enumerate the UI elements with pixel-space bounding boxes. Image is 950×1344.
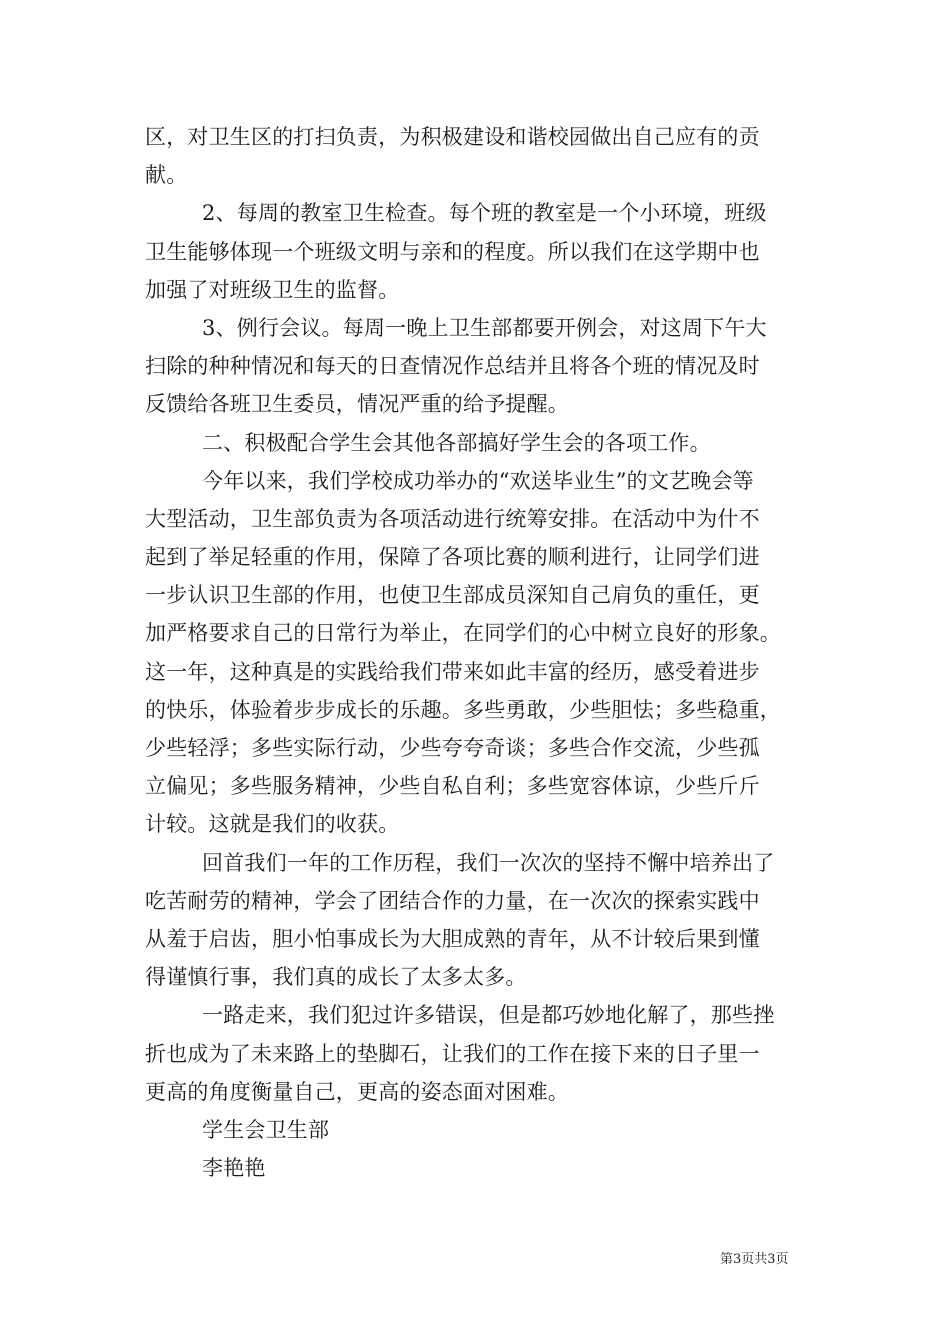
text-line: 计较。这就是我们的收获。 xyxy=(145,812,400,837)
signature-name: 李艳艳 xyxy=(202,1156,266,1181)
text-line: 得谨慎行事，我们真的成长了太多太多。 xyxy=(145,965,527,990)
text-line: 加严格要求自己的日常行为举止，在同学们的心中树立良好的形象。 xyxy=(145,621,781,646)
text-line: 区，对卫生区的打扫负责，为积极建设和谐校园做出自己应有的贡 xyxy=(145,125,760,149)
paragraph-start-line: 2、每周的教室卫生检查。每个班的教室是一个小环境，班级 xyxy=(202,201,767,226)
document-body xyxy=(145,118,825,1187)
paragraph-start-line: 一路走来，我们犯过许多错误，但是都巧妙地化解了，那些挫 xyxy=(202,1003,775,1028)
paragraph-start-line: 今年以来，我们学校成功举办的“欢送毕业生”的文艺晚会等 xyxy=(202,468,754,493)
text-line: 一步认识卫生部的作用，也使卫生部成员深知自己肩负的重任，更 xyxy=(145,583,760,608)
page-number-footer: 第3页共3页 xyxy=(720,1252,789,1267)
text-line: 献。 xyxy=(145,163,188,188)
text-line: 起到了举足轻重的作用，保障了各项比赛的顺利进行，让同学们进 xyxy=(145,545,760,570)
text-line: 更高的角度衡量自己，更高的姿态面对困难。 xyxy=(145,1079,569,1104)
text-line: 少些轻浮；多些实际行动，少些夸夸奇谈；多些合作交流，少些孤 xyxy=(145,736,760,760)
text-line: 扫除的种种情况和每天的日查情况作总结并且将各个班的情况及时 xyxy=(145,354,760,379)
text-line: 从羞于启齿，胆小怕事成长为大胆成熟的青年，从不计较后果到懂 xyxy=(145,926,760,951)
text-line: 立偏见；多些服务精神，少些自私自利；多些宽容体谅，少些斤斤 xyxy=(145,774,760,799)
text-line: 吃苦耐劳的精神，学会了团结合作的力量，在一次次的探索实践中 xyxy=(145,888,760,913)
signature-organization: 学生会卫生部 xyxy=(202,1117,330,1142)
text-line: 加强了对班级卫生的监督。 xyxy=(145,277,400,302)
text-line: 大型活动，卫生部负责为各项活动进行统筹安排。在活动中为什不 xyxy=(145,506,760,531)
text-line: 这一年，这种真是的实践给我们带来如此丰富的经历，感受着进步 xyxy=(145,659,760,684)
text-line: 的快乐，体验着步步成长的乐趣。多些勇敢，少些胆怯；多些稳重， xyxy=(145,697,781,722)
section-heading: 二、积极配合学生会其他各部搞好学生会的各项工作。 xyxy=(202,430,711,455)
text-line: 折也成为了未来路上的垫脚石，让我们的工作在接下来的日子里一 xyxy=(145,1041,760,1066)
paragraph-start-line: 回首我们一年的工作历程，我们一次次的坚持不懈中培养出了 xyxy=(202,850,775,875)
paragraph-start-line: 3、例行会议。每周一晚上卫生部都要开例会，对这周下午大 xyxy=(202,315,767,340)
text-line: 卫生能够体现一个班级文明与亲和的程度。所以我们在这学期中也 xyxy=(145,239,760,264)
text-line: 反馈给各班卫生委员，情况严重的给予提醒。 xyxy=(145,392,569,417)
